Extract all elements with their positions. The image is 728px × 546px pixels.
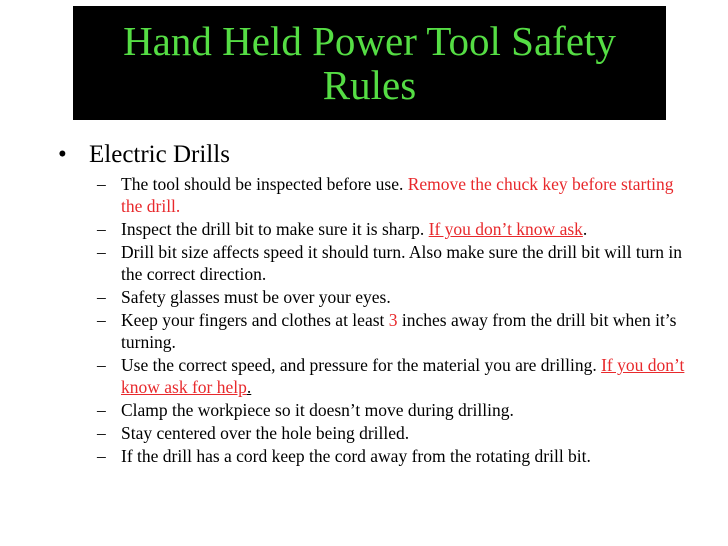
item-text: If the drill has a cord keep the cord away from the rotating drill bit. [121,446,591,466]
dash-icon: – [97,446,106,466]
slide-content [0,140,728,468]
sub-bullet-list [0,173,728,467]
item-text: Use the correct speed, and pressure for the material you are drilling. [121,355,602,375]
dash-icon: – [97,287,106,307]
dash-icon: – [97,219,106,239]
dash-icon: – [97,174,106,194]
item-text: Safety glasses must be over your eyes. [121,287,391,307]
sub-bullet-item [0,354,728,398]
sub-bullet-item [0,445,728,467]
item-after: . [582,219,588,239]
dash-icon: – [97,400,106,420]
dash-icon: – [97,310,106,330]
item-highlight: Remove the chuck key before starting the drill. [121,174,674,216]
dash-icon: – [97,355,106,375]
ask-for-help-link[interactable]: If you don’t know ask for help [121,355,685,397]
main-bullet-label: Electric Drills [89,141,230,168]
title-bar [73,6,666,120]
sub-bullet-item [0,286,728,308]
bullet-icon: • [58,141,67,168]
slide-title [73,19,666,107]
item-text: Stay centered over the hole being drilled. [121,423,410,443]
sub-bullet-item [0,399,728,421]
item-text: Inspect the drill bit to make sure it is sharp. [121,219,429,239]
sub-bullet-item [0,218,728,240]
slide-title-line-1: Hand Held Power Tool Safety [123,18,616,64]
item-after: inches away from the drill bit when it’s turning. [121,310,677,352]
slide-title-line-2: Rules [322,62,417,108]
ask-link[interactable]: If you don’t know ask [428,219,583,239]
item-text: Clamp the workpiece so it doesn’t move during drilling. [121,400,514,420]
item-number: 3 [388,310,398,330]
dash-icon: – [97,242,106,262]
sub-bullet-item [0,422,728,444]
item-text: Drill bit size affects speed it should turn. Also make sure the drill bit will turn in the correct direction. [121,242,683,284]
main-bullet [0,140,728,170]
item-text: The tool should be inspected before use. [121,174,408,194]
item-after: . [246,377,252,397]
sub-bullet-item [0,241,728,285]
sub-bullet-item [0,173,728,217]
sub-bullet-item [0,309,728,353]
item-text: Keep your fingers and clothes at least [121,310,389,330]
dash-icon: – [97,423,106,443]
